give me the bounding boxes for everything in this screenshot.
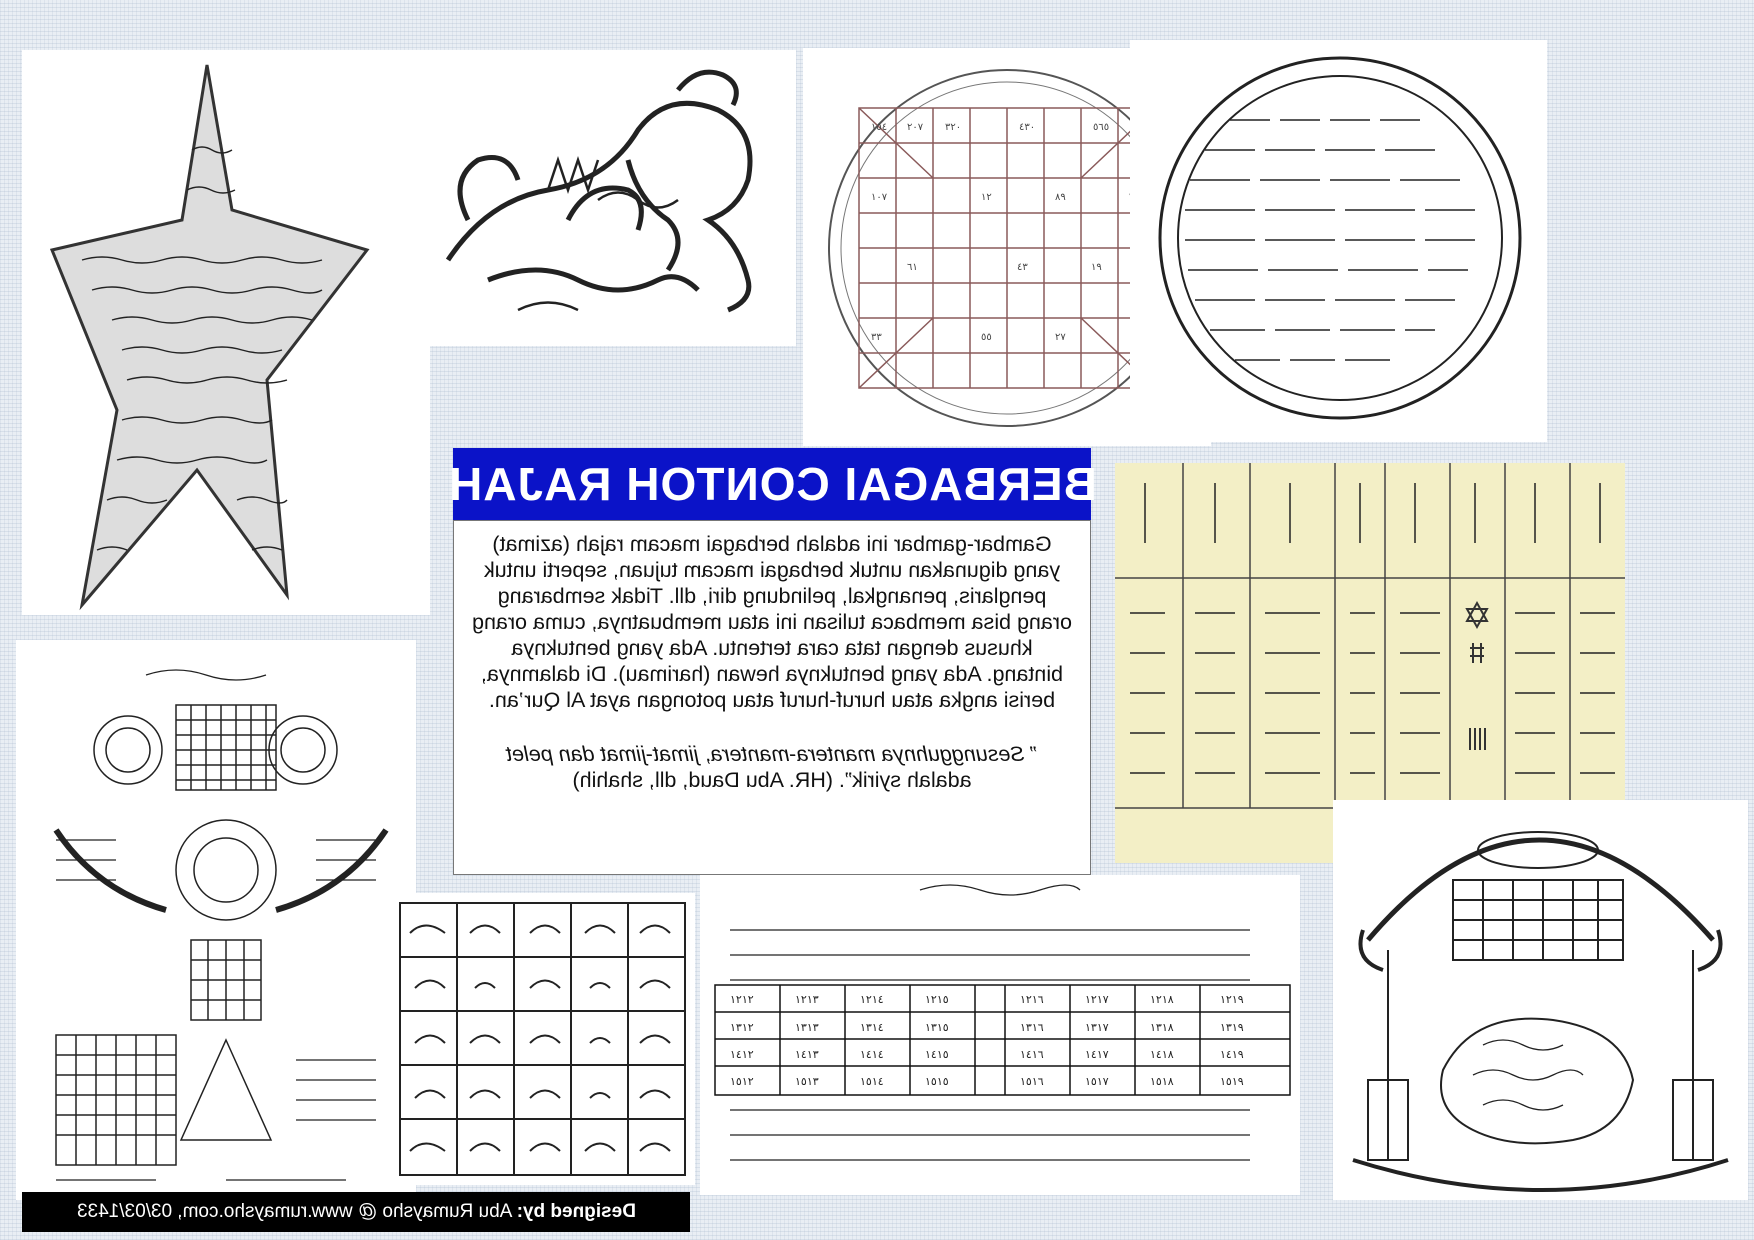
- svg-text:١٣١٩: ١٣١٩: [1220, 1021, 1244, 1034]
- svg-text:١٢١٥: ١٢١٥: [925, 993, 949, 1006]
- svg-text:١٤١٤: ١٤١٤: [860, 1048, 884, 1061]
- description-text: Gambar-gambar ini adalah berbagai macam rajah (azimat) yang digunakan untuk berbagai macam tujuan, seperti untuk penglaris, penangkal, pelindung diri, dll. Tidak sembarang orang bisa membaca tulisan ini atau membuatnya, cuma orang khusus dengan tata cara tertentu. Ada yang bentuknya bintang. Ada yang bentuknya hewan (harimau). Di dalamnya, berisi angka atau huruf-huruf atau potongan ayat Al Qur’an.: [472, 532, 1072, 712]
- svg-text:١٥٤: ١٥٤: [871, 122, 888, 133]
- credit-details: Abu Rumaysho @ www.rumaysho.com, 03/03/1433: [76, 1201, 517, 1222]
- svg-text:١٣١٤: ١٣١٤: [860, 1021, 884, 1034]
- svg-text:١٠٧: ١٠٧: [871, 192, 888, 203]
- letter-grid-talisman-image: [390, 893, 695, 1185]
- credit-banner: [22, 1192, 690, 1232]
- svg-text:٢٠٧: ٢٠٧: [907, 122, 924, 133]
- svg-text:١٢١٢: ١٢١٢: [730, 993, 754, 1006]
- svg-text:١٣١٦: ١٣١٦: [1020, 1021, 1044, 1034]
- svg-text:١٣١٢: ١٣١٢: [730, 1021, 754, 1034]
- svg-text:١٤١٣: ١٤١٣: [795, 1048, 819, 1061]
- svg-text:١٣١٨: ١٣١٨: [1150, 1021, 1174, 1034]
- svg-text:٣٣: ٣٣: [871, 332, 882, 343]
- manuscript-number-table-image: [700, 875, 1300, 1195]
- svg-text:١٤١٦: ١٤١٦: [1020, 1048, 1044, 1061]
- svg-text:١٤١٩: ١٤١٩: [1220, 1048, 1244, 1061]
- svg-text:٦١: ٦١: [907, 262, 918, 273]
- svg-text:١٢١٩: ١٢١٩: [1220, 993, 1244, 1006]
- description-box: [453, 520, 1091, 875]
- hadith-quote-line-1: ” Sesungguhnya mantera-mantera, jimat-jimat dan pelet: [506, 742, 1038, 766]
- svg-text:١٥١٥: ١٥١٥: [925, 1075, 949, 1088]
- svg-text:١٢١٣: ١٢١٣: [795, 993, 819, 1006]
- svg-text:٢٧: ٢٧: [1055, 332, 1066, 343]
- circular-script-talisman-image: [1130, 40, 1547, 442]
- svg-text:٤٣٠: ٤٣٠: [1019, 122, 1036, 133]
- svg-text:١٤١٥: ١٤١٥: [925, 1048, 949, 1061]
- svg-text:١٣١٧: ١٣١٧: [1085, 1021, 1109, 1034]
- svg-text:٥٥: ٥٥: [981, 332, 992, 343]
- svg-text:٤٣: ٤٣: [1017, 262, 1028, 273]
- svg-text:١٥١٨: ١٥١٨: [1150, 1075, 1174, 1088]
- svg-text:١٢١٦: ١٢١٦: [1020, 993, 1044, 1006]
- svg-text:١٤١٢: ١٤١٢: [730, 1048, 754, 1061]
- svg-text:١٩: ١٩: [1091, 262, 1102, 273]
- title-banner: [447, 448, 1097, 520]
- svg-text:١٢١٧: ١٢١٧: [1085, 993, 1109, 1006]
- lion-calligraphy-image: [428, 50, 796, 346]
- svg-text:٨٩: ٨٩: [1055, 192, 1066, 203]
- svg-text:١٥١٧: ١٥١٧: [1085, 1075, 1109, 1088]
- svg-text:١٢: ١٢: [981, 192, 992, 203]
- svg-text:١٣١٣: ١٣١٣: [795, 1021, 819, 1034]
- svg-text:١٥١٢: ١٥١٢: [730, 1075, 754, 1088]
- svg-text:١٤١٨: ١٤١٨: [1150, 1048, 1174, 1061]
- svg-text:١٥١٦: ١٥١٦: [1020, 1075, 1044, 1088]
- page-title: BERBAGAI CONTOH RAJAH: [447, 458, 1097, 510]
- figure-talisman-image: [16, 640, 416, 1200]
- svg-text:١٢١٨: ١٢١٨: [1150, 993, 1174, 1006]
- svg-text:١٤١٧: ١٤١٧: [1085, 1048, 1109, 1061]
- svg-text:١٥١٣: ١٥١٣: [795, 1075, 819, 1088]
- hadith-quote-line-2: adalah syirik”. (HR. Abu Daud, dll, shahih): [572, 768, 972, 792]
- svg-text:٣٢٠: ٣٢٠: [945, 122, 962, 133]
- svg-text:١٥١٤: ١٥١٤: [860, 1075, 884, 1088]
- credit-text: [77, 1201, 636, 1223]
- lion-swords-talisman-image: [1333, 800, 1748, 1200]
- svg-text:١٥١٩: ١٥١٩: [1220, 1075, 1244, 1088]
- svg-text:٥٦٥: ٥٦٥: [1093, 122, 1110, 133]
- credit-label: Designed by:: [516, 1201, 636, 1222]
- star-talisman-image: [22, 50, 430, 615]
- svg-text:١٣١٥: ١٣١٥: [925, 1021, 949, 1034]
- svg-text:١٢١٤: ١٢١٤: [860, 993, 884, 1006]
